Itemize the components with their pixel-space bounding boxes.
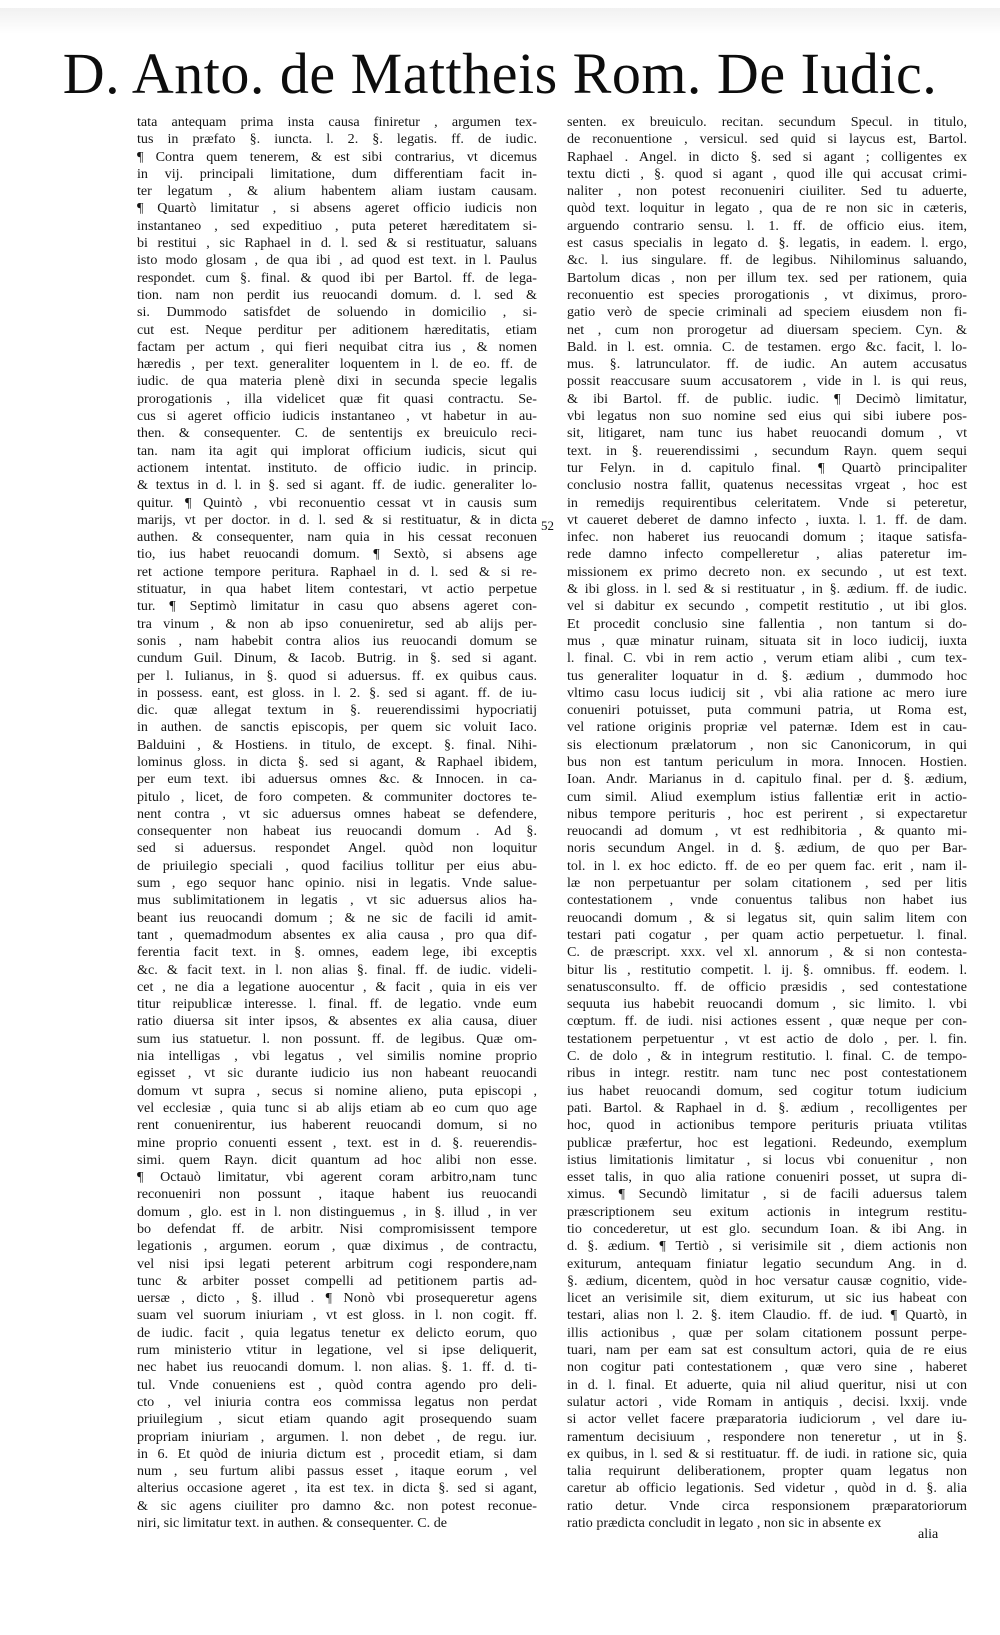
text-line: then. & consequenter. C. de sententijs ex breuiculo reci- <box>137 425 537 442</box>
text-line: vel nisi ipsi legati peterent arbitrum cogi respondere,nam <box>137 1255 537 1272</box>
text-line: tol. in l. ex hoc edicto. ff. de eo per quem fac. erit , nam il- <box>567 857 967 874</box>
text-line: text. in §. reuerendissimi , secundum Rayn. quem sequi <box>567 442 967 459</box>
text-line: isto modo glosam , de qua ibi , ad quod est text. in l. Paulus <box>137 252 537 269</box>
text-line: testationem perpetuentur , vt est actio de dolo , per. l. fin. <box>567 1030 967 1047</box>
text-line: sis electionum prælatorum , non sic Canonicorum, in qui <box>567 736 967 753</box>
text-line: exiturum, antequam finiatur legatio secundum Ang. in d. <box>567 1255 967 1272</box>
text-line: marijs, vt per doctor. in d. l. sed & si restituatur, & in dicta <box>137 511 537 528</box>
text-line: testari pati cogatur , per quam actio perpetuetur. l. final. <box>567 926 967 943</box>
text-line: vel ratione originis propriæ vel paternæ. Idem est in cau- <box>567 719 967 736</box>
text-line: tus generaliter loquatur in d. §. ædium , dummodo hoc <box>567 667 967 684</box>
text-line: esset talis, in quo alia ratione conueniri posset, ut supra di- <box>567 1169 967 1186</box>
text-line: cet , ne dia a legatione auocentur , & facit , quia in eis ver <box>137 978 537 995</box>
text-line: tur Felyn. in d. capitulo final. ¶ Quartò principaliter <box>567 459 967 476</box>
text-line: C. de præscript. xxx. vel xl. annorum , & si non contesta- <box>567 944 967 961</box>
text-line: senten. ex breuiculo. recitan. secundum Specul. in titulo, <box>567 114 967 130</box>
text-line: Bald. in l. est. omnia. C. de testamen. ergo &c. facit, l. lo- <box>567 338 967 355</box>
text-line: senatusconsulto. ff. de officio præsidis , sed contestatione <box>567 978 967 995</box>
text-line: cto , vel iniuria contra eos commissa legatus non perdat <box>137 1393 537 1410</box>
text-line: suam vel suorum iniuriam , vt est gloss. in l. non cogit. ff. <box>137 1307 537 1324</box>
text-line: de priuilegio speciali , quod facilius tollitur per eius abu- <box>137 857 537 874</box>
text-line: naliter , non potest reconueniri ciuiliter. Sed tu aduerte, <box>567 183 967 200</box>
text-line: conueniri potuisset, puta communi patria, ut Roma est, <box>567 702 967 719</box>
margin-number: 52 <box>541 518 554 533</box>
running-head: D. Anto. de Mattheis Rom. De Iudic. <box>62 41 938 106</box>
text-line: contestationem , vnde conuentus talibus non habet ius <box>567 892 967 909</box>
text-line: caretur ab officio legationis. Sed videtur , quòd in d. §. alia <box>567 1480 967 1497</box>
text-line: bus non est tantum periculum in mora. Innocen. Hostien. <box>567 753 967 770</box>
text-line: lominus gloss. in dicta §. sed si agant, & Raphael ibidem, <box>137 753 537 770</box>
text-line: stituatur, in qua habet litem contestari, vt actio perpetue <box>137 581 537 598</box>
text-line: bitur lis , restitutio competit. l. ij. §. omnibus. ff. eodem. l. <box>567 961 967 978</box>
text-line: tur. ¶ Septimò limitatur in casu quo absens ageret con- <box>137 598 537 615</box>
text-line: si. Dummodo satisfdet de soluendo in domicilio , si- <box>137 304 537 321</box>
text-line: præscriptionem seu exitum actionis in integrum restitu- <box>567 1203 967 1220</box>
text-line: quitur. ¶ Quintò , vbi reconuentio cessat vt in causis sum <box>137 494 537 511</box>
catchword: alia <box>918 1527 939 1542</box>
text-line: tuari, nam per eam sat est consultum actori, quia de re eius <box>567 1342 967 1359</box>
text-line: niri, sic limitatur text. in authen. & consequenter. C. de <box>137 1515 447 1532</box>
text-line: sequuta ius habebit reuocandi domum , sic limito. l. vbi <box>567 996 967 1013</box>
text-line: authen. & consequenter, nam quia in his cessat reconuen <box>137 529 537 546</box>
text-line: arguendo contrario sensu. l. 1. ff. de officio eius. item, <box>567 217 967 234</box>
text-line: sum ius statuetur. l. non possunt. ff. de legibus. Quæ om- <box>137 1030 537 1047</box>
text-line: Et procedit conclusio sine fallentia , non tantum si do- <box>567 615 967 632</box>
text-line: mus sublimitationem in legatis , vt sic aduersus alios ha- <box>137 892 537 909</box>
text-line: vltimo casu locus iudicij sit , vbi alia ratione ac mero iure <box>567 684 967 701</box>
text-line: ret actione tempore peritura. Raphael in d. l. sed & si re- <box>137 563 537 580</box>
text-line: talia requirunt deliberationem, propter quam legatus non <box>567 1463 967 1480</box>
left-text-column <box>137 114 537 1532</box>
text-line: tan. nam ita agit qui implorat officium iudicis, sicut qui <box>137 442 537 459</box>
text-line: §. ædium, dicentem, quòd in hoc versatur causæ cognitio, vide- <box>567 1272 967 1289</box>
text-line: Balduini , & Hostiens. in titulo, de except. §. final. Nihi- <box>137 736 537 753</box>
text-line: alterius occasione ageret , ita est tex. in dicta §. sed si agant, <box>137 1480 537 1497</box>
text-line: bi restitui , sic Raphael in d. l. sed & si restituatur, saluans <box>137 235 537 252</box>
text-line: sit, litigaret, nam tunc ius habet reuocandi domum , vt <box>567 425 967 442</box>
text-line: si actor vellet facere præparatoria iudiciorum , vel dare iu- <box>567 1411 967 1428</box>
text-line: ¶ Contra quem tenerem, & est sibi contrarius, vt dicemus <box>137 148 537 165</box>
text-line: gatio verò de specie criminali ad speciem eiusdem non fi- <box>567 304 967 321</box>
text-line: reconuentio est species prorogationis , vt diximus, proro- <box>567 286 967 303</box>
text-line: nibus tempore perituris , hoc est perirent , si expectaretur <box>567 805 967 822</box>
text-line: nec habet ius reuocandi domum. l. non alias. §. 1. ff. d. ti- <box>137 1359 537 1376</box>
text-line: testari, alias non l. 2. §. item Claudio. ff. de iud. ¶ Quartò, in <box>567 1307 967 1324</box>
text-line: &c. l. ius singulare. ff. de legibus. Nihilominus saluando, <box>567 252 967 269</box>
text-line: ramentum decisiuum , respondere non teneretur , ut in §. <box>567 1428 967 1445</box>
text-line: & ibi Bartol. ff. de public. iudic. ¶ Decimò limitatur, <box>567 390 967 407</box>
text-line: bo defendat ff. de arbitr. Nisi compromisissent tempore <box>137 1221 537 1237</box>
text-line: de reconuentione , versicul. sed quid si laycus est, Bartol. <box>567 131 967 148</box>
text-line: istius limitationis limitatur , si locus vbi conuenitur , non <box>567 1151 967 1168</box>
text-line: reconueniri non possunt , itaque habent ius reuocandi <box>137 1186 537 1203</box>
text-line: iudic. de qua materia plenè dixi in secunda specie legalis <box>137 373 537 390</box>
text-line: missionem ex primo decreto non. ex secundo , ut est text. <box>567 563 967 580</box>
text-line: mus. §. latrunculator. ff. de iudic. An autem accusatus <box>567 356 967 373</box>
text-line: tus in præfato §. iuncta. l. 2. §. legatis. ff. de iudic. <box>137 131 537 148</box>
text-line: tio concederetur, ut est glo. secundum Ioan. & ibi Ang. in <box>567 1221 967 1237</box>
text-line: legationis , argumen. eorum , quæ diximus , de contractu, <box>137 1238 537 1255</box>
text-line: sed si aduersus. respondet Angel. quòd non loquitur <box>137 840 537 857</box>
text-line: de iudic. facit , quia legatus tenetur ex delicto eorum, quo <box>137 1324 537 1341</box>
text-line: sum , ego sequor hanc opinio. nisi in legatis. Vnde salue- <box>137 875 537 892</box>
text-line: domum , glo. est in l. non distinguemus , in §. illud , in ver <box>137 1203 537 1220</box>
text-line: publicæ præfertur, hoc est legationi. Redeundo, exemplum <box>567 1134 967 1151</box>
text-line: tant , quemadmodum absentes ex alia causa , pro qua dif- <box>137 926 537 943</box>
text-line: in vij. principali limitatione, dum differentiam facit in- <box>137 165 537 182</box>
text-line: & sic agens ciuiliter pro damno &c. non potest reconue- <box>137 1497 537 1514</box>
text-line: licet an verisimile sit, diem exiturum, ut sic ius habeat con <box>567 1290 967 1307</box>
text-line: quòd text. loquitur in legato , qua de re non sic in cæteris, <box>567 200 967 217</box>
text-line: conclusio nostra fallit, quatenus necessitas vrgeat , hoc est <box>567 477 967 494</box>
text-line: domum vt supra , secus si nomine alieno, puta episcopi , <box>137 1082 537 1099</box>
text-line: uersæ , dicto , §. illud . ¶ Nonò vbi prosequeretur agens <box>137 1290 537 1307</box>
text-line: ribus in integr. restitr. nam tunc nec post contestationem <box>567 1065 967 1082</box>
text-line: Ioan. Andr. Marianus in d. capitulo final. per d. §. ædium, <box>567 771 967 788</box>
text-line: beant ius reuocandi domum ; & ne sic de facili id amit- <box>137 909 537 926</box>
text-line: pati. Bartol. & Raphael in d. §. ædium , recolligentes per <box>567 1099 967 1116</box>
text-line: consequenter non habeat ius reuocandi domum . Ad §. <box>137 823 537 840</box>
text-line: tio, ius habet reuocandi domum. ¶ Sextò, si absens age <box>137 546 537 563</box>
text-line: sulatur actori , vide Romam in antiquis , decisi. lxxij. vnde <box>567 1393 967 1410</box>
text-line: ius habet reuocandi domum, sed cogitur totum iudicium <box>567 1082 967 1099</box>
text-line: rent conuenirentur, ius haberent reuocandi domum, si no <box>137 1117 537 1134</box>
text-line: ratio prædicta concludit in legato , non sic in absente ex <box>567 1515 882 1532</box>
text-line: ferentia facit text. in §. omnes, eadem lege, ibi exceptis <box>137 944 537 961</box>
text-line: tra vinum , & non ab ipso conueniretur, sed ab alijs per- <box>137 615 537 632</box>
text-line: mine proprio conuenti essent , text. est in d. §. reuerendis- <box>137 1134 537 1151</box>
text-line: non cogitur pati contestationem , quæ vero sine , haberet <box>567 1359 967 1376</box>
text-line: in d. l. final. Et aduerte, quia nil aliud queritur, nisi ut con <box>567 1376 967 1393</box>
page-header <box>0 42 1000 112</box>
text-line: nia intelligas , vbi legatus , vel similis nomine proprio <box>137 1048 537 1065</box>
text-line: ximus. ¶ Secundò limitatur , si de facili aduersus talem <box>567 1186 967 1203</box>
text-line: priuilegium , sicut etiam quando agit prosequendo suam <box>137 1411 537 1428</box>
text-line: ¶ Quartò limitatur , si absens ageret officio iudicis non <box>137 200 537 217</box>
text-line: pitulo , licet, de foro competen. & communiter doctores te- <box>137 788 537 805</box>
text-line: tion. nam non perdit ius reuocandi domum. d. l. sed & <box>137 286 537 303</box>
text-line: tunc & arbiter posset compelli ad petitionem partis ad- <box>137 1272 537 1289</box>
text-line: num , seu furtum alibi passus esset , itaque eorum , vel <box>137 1463 537 1480</box>
right-text-column <box>567 114 967 1532</box>
text-line: dic. quæ allegat textum in §. reuerendissimi hypocriatij <box>137 702 537 719</box>
text-line: ratio detur. Vnde circa responsionem præparatoriorum <box>567 1497 967 1514</box>
text-line: instantaneo , sed expeditiuo , puta peteret hæreditatem si- <box>137 217 537 234</box>
text-line: rede damno infecto compelleretur , alias pateretur im- <box>567 546 967 563</box>
text-line: possit reaccusare suum accusatorem , vide in l. is qui reus, <box>567 373 967 390</box>
text-line: rum ministerio vtitur in legatione, vel si ipse deliquerit, <box>137 1342 537 1359</box>
text-line: egisset , vt sic durante iudicio ius non habeant reuocandi <box>137 1065 537 1082</box>
text-line: in 6. Et quòd de iniuria dictum est , procedit etiam, si dam <box>137 1445 537 1462</box>
text-line: nent contra , vt sic aduersus omnes habeat se defendere, <box>137 805 537 822</box>
text-line: vt caueret deberet de damno infecto , iuxta. l. 1. ff. de dam. <box>567 511 967 528</box>
text-line: l. final. C. vbi in rem actio , verum etiam alibi , cum tex- <box>567 650 967 667</box>
text-line: cum simil. Aliud exemplum istius fallentiæ erit in actio- <box>567 788 967 805</box>
text-line: tul. Vnde conueniens est , quòd contra agendo pro deli- <box>137 1376 537 1393</box>
text-line: Bartolum dicas , non per illum tex. sed per rationem, quia <box>567 269 967 286</box>
text-line: est casus specialis in legato d. §. legatis, in eadem. l. ergo, <box>567 235 967 252</box>
text-line: d. §. ædium. ¶ Tertiò , si verisimile sit , diem actionis non <box>567 1238 967 1255</box>
text-line: reuocandi domum , & si legatus sit, quin salim litem con <box>567 909 967 926</box>
text-line: vbi legatus non suo nomine sed eius qui sibi iubere pos- <box>567 408 967 425</box>
text-line: reuocandi ad domum , vt est redhibitoria , & quanto mi- <box>567 823 967 840</box>
text-line: hoc, quod in actionibus tempore perituris priuata vtilitas <box>567 1117 967 1134</box>
text-line: in remedijs requirentibus celeritatem. Vnde si peteretur, <box>567 494 967 511</box>
text-line: cœptum. ff. de iudi. nisi actiones essent , quæ neque per con- <box>567 1013 967 1030</box>
text-line: læ non perpetuantur per solam citationem , sed per litis <box>567 875 967 892</box>
text-line: in authen. de sanctis episcopis, per quem sic voluit Iaco. <box>137 719 537 736</box>
text-line: prorogationis , illa videlicet quæ fit quasi contractu. Se- <box>137 390 537 407</box>
text-line: infec. non haberet ius reuocandi domum ; itaque satisfa- <box>567 529 967 546</box>
text-line: per l. Iulianus, in §. quod si aduersus. ff. ex quibus caus. <box>137 667 537 684</box>
text-line: textu dicti , §. quod si agant , quod ille qui accusat crimi- <box>567 165 967 182</box>
text-line: hæredis , per text. generaliter loquentem in l. de eo. ff. de <box>137 356 537 373</box>
text-line: titur reipublicæ interesse. l. final. ff. de legatio. vnde eum <box>137 996 537 1013</box>
text-line: ¶ Octauò limitatur, vbi agerent coram arbitro,nam tunc <box>137 1169 537 1186</box>
text-line: in possess. eant, est gloss. in l. 2. §. sed si agant. ff. de iu- <box>137 684 537 701</box>
text-line: propriam iniuriam , argumen. l. non debet , de regu. iur. <box>137 1428 537 1445</box>
text-line: respondet. cum §. final. & quod ibi per Bartol. ff. de lega- <box>137 269 537 286</box>
text-line: mus , quæ minatur ruinam, situata sit in loco iudicij, iuxta <box>567 632 967 649</box>
text-line: & textus in d. l. in §. sed si agant. ff. de iudic. generaliter lo- <box>137 477 537 494</box>
text-line: & ibi gloss. in l. sed & si restituatur , in §. ædium. ff. de iudic. <box>567 581 967 598</box>
text-line: C. de dolo , & in integrum restitutio. l. final. C. de tempo- <box>567 1048 967 1065</box>
text-line: cus si ageret officio iudicis instantaneo , vt habetur in au- <box>137 408 537 425</box>
text-line: vel si dabitur ex secundo , competit restitutio , ut ibi glos. <box>567 598 967 615</box>
text-line: ratio diuersa sit inter ipsos, & absentes ex alia causa, diuer <box>137 1013 537 1030</box>
text-line: net , cum non prorogetur ad diuersam speciem. Cyn. & <box>567 321 967 338</box>
text-line: noris secundum Angel. in d. §. ædium, de quo per Bar- <box>567 840 967 857</box>
text-line: actionem intentat. instituto. de officio iudic. in princip. <box>137 459 537 476</box>
text-line: cut est. Neque perditur per aditionem hæreditatis, etiam <box>137 321 537 338</box>
text-line: per eum text. ibi aduersus omnes &c. & Innocen. in ca- <box>137 771 537 788</box>
text-line: tata antequam prima insta causa finiretur , argumen tex- <box>137 114 537 130</box>
text-line: &c. & facit text. in l. non alias §. final. ff. de iudic. videli- <box>137 961 537 978</box>
text-line: ex quibus, in l. sed & si restituatur. ff. de iudi. in ratione sic, quia <box>567 1445 967 1462</box>
text-line: Raphael . Angel. in dicto §. sed si agant ; colligentes ex <box>567 148 967 165</box>
text-line: illis actionibus , quæ per solam citationem possunt perpe- <box>567 1324 967 1341</box>
text-line: cundum Guil. Dinum, & Iacob. Butrig. in §. sed si agant. <box>137 650 537 667</box>
text-line: factam per actum , qui fieri nequibat citra ius , & nomen <box>137 338 537 355</box>
text-line: sonis , nam habebit contra alios ius reuocandi domum se <box>137 632 537 649</box>
scan-top-edge <box>0 8 1000 34</box>
text-line: vel ecclesiæ , quia tunc si ab alijs etiam ab eo cum quo age <box>137 1099 537 1116</box>
text-line: simi. quem Rayn. dicit quantum ad hoc alibi non esse. <box>137 1151 537 1168</box>
text-line: ter legatum , & alium habentem aliam iustam causam. <box>137 183 537 200</box>
